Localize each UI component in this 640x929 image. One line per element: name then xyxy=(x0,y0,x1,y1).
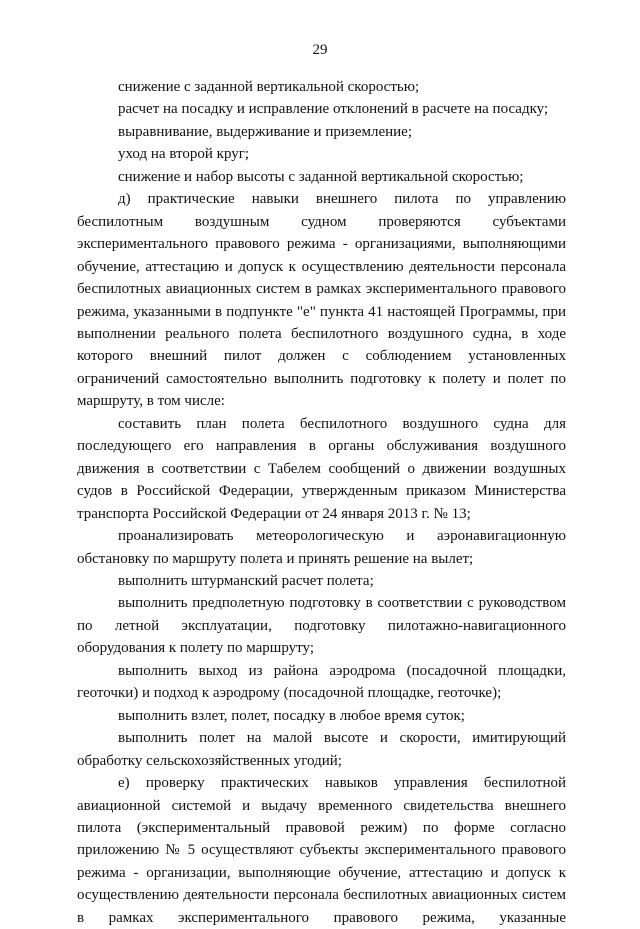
paragraph: выполнить выход из района аэродрома (посадочной площадки, геоточки) и подход к аэродрому (посадочной площадке, геоточке); xyxy=(77,662,566,702)
paragraph: проанализировать метеорологическую и аэронавигационную обстановку по маршруту полета и принять решение на вылет; xyxy=(77,528,566,567)
paragraph: выполнить штурманский расчет полета; xyxy=(118,572,374,589)
document-body xyxy=(77,76,566,929)
paragraph: выравнивание, выдерживание и приземление; xyxy=(118,123,412,140)
paragraph: е) проверку практических навыков управления беспилотной авиационной системой и выдачу временного свидетельства внешнего пилота (экспериментальный правовой режим) по форме согласно приложению № 5 осуществляют субъекты экспериментального правового режима - организации, выполняющие обучение, аттестацию и допуск к осуществлению деятельности персонала беспилотных авиационных систем в рамках экспериментального правового режима, указанные xyxy=(77,775,566,926)
paragraph: снижение и набор высоты с заданной вертикальной скоростью; xyxy=(118,168,524,185)
paragraph: составить план полета беспилотного воздушного судна для последующего его направления в органы обслуживания воздушного движения в соответствии с Табелем сообщений о движении воздушных судов в Российской Федерации, утвержденным приказом Министерства транспорта Российской Федерации от 24 января 2013 г. № 13; xyxy=(77,415,566,522)
paragraph: выполнить взлет, полет, посадку в любое время суток; xyxy=(118,707,465,724)
paragraph: выполнить предполетную подготовку в соответствии с руководством по летной эксплуатации, подготовку пилотажно-навигационного оборудования к полету по маршруту; xyxy=(77,595,566,657)
paragraph: уход на второй круг; xyxy=(118,146,250,163)
paragraph: д) практические навыки внешнего пилота по управлению беспилотным воздушным судном проверяются субъектами экспериментального правового режима - организациями, выполняющими обучение, аттестацию и допуск к осуществлению деятельности персонала беспилотных авиационных систем в рамках экспериментального правового режима, указанными в подпункте "е" пункта 41 настоящей Программы, при выполнении реального полета беспилотного воздушного судна, в ходе которого внешний пилот должен с соблюдением установленных ограничений самостоятельно выполнить подготовку к полету и полет по маршруту, в том числе: xyxy=(77,191,566,410)
paragraph: расчет на посадку и исправление отклонений в расчете на посадку; xyxy=(118,101,549,118)
paragraph: снижение с заданной вертикальной скоростью; xyxy=(118,79,420,95)
page-number: 29 xyxy=(312,42,328,58)
paragraph: выполнить полет на малой высоте и скорости, имитирующий обработку сельскохозяйственных угодий; xyxy=(77,730,566,769)
